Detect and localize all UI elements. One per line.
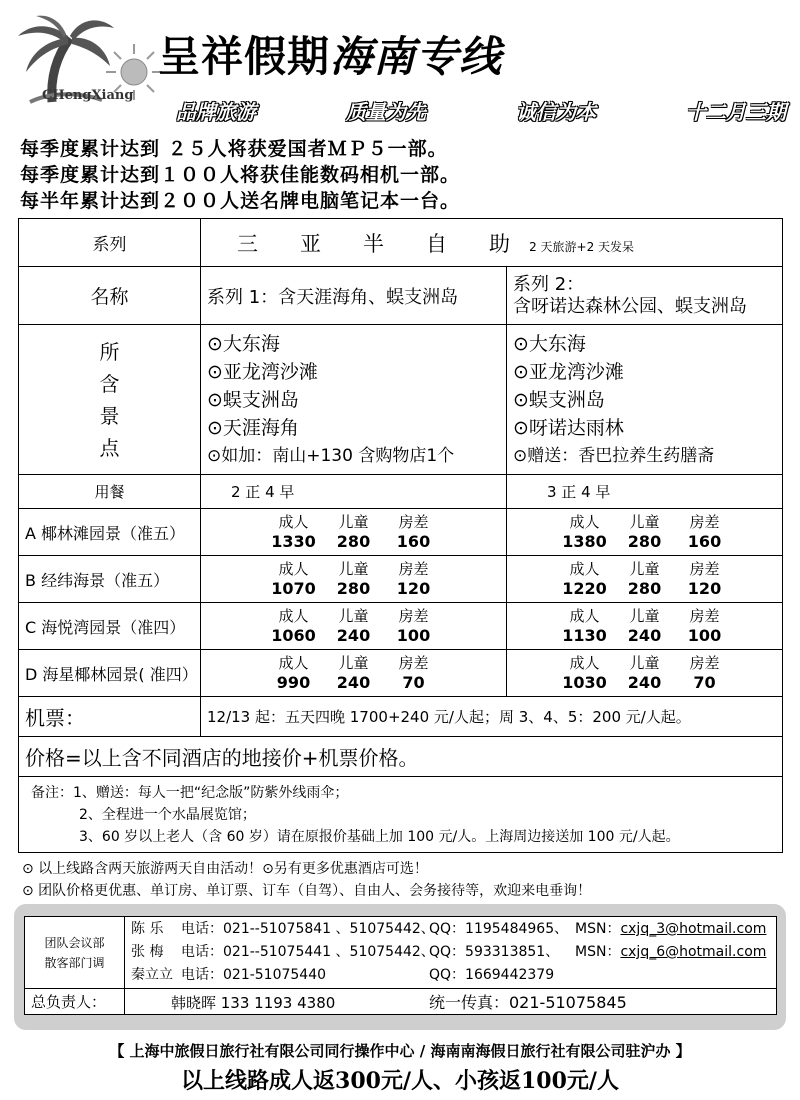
series-cell [201,219,783,267]
series-note: 2 天旅游+2 天发呆 [529,239,635,254]
table-row [19,219,783,267]
table-row [19,475,783,509]
route1-prices: 成人 儿童 房差 1070 280 120 [201,556,507,603]
contact-table [24,916,777,1015]
list-item: ⊙亚龙湾沙滩 [513,360,624,383]
title-brand: 呈祥假期 [158,32,331,81]
room-diff: 120 [687,579,722,598]
slogan-2: 质量为先 [346,100,426,124]
list-item: ⊙亚龙湾沙滩 [207,360,318,383]
route2-prices: 成人 儿童 房差 1380 280 160 [507,509,783,556]
list-item: ⊙蜈支洲岛 [207,388,299,411]
route2-name-line2: 含呀诺达森林公园、蜈支洲岛 [513,295,747,317]
table-row [25,917,777,989]
hotel-name: B 经纬海景（准五） [19,556,201,603]
room-diff: 120 [396,579,431,598]
name-label: 名称 [19,267,201,325]
page-title [158,24,502,84]
route2-name [507,267,783,325]
promo-line: 每半年累计达到２００人送名牌电脑笔记本一台。 [20,190,461,212]
contact-row [131,918,770,941]
table-row [19,697,783,737]
remark-item: 3、60 岁以上老人（含 60 岁）请在原报价基础上加 100 元/人。上海周边接送加 100 元/人起。 [79,828,680,845]
route1-prices: 成人 儿童 房差 1330 280 160 [201,509,507,556]
manager-name: 韩晓晖 133 1193 4380 [171,994,336,1012]
itinerary-table [18,218,783,853]
remark-item: 2、全程进一个水晶展览馆； [79,806,256,823]
ticket-text: 12/13 起：五天四晚 1700+240 元/人起；周 3、4、5：200 元/人起。 [201,697,783,737]
room-diff: 100 [396,626,431,645]
series-title: 三 亚 半 自 助 [237,231,510,256]
route2-name-line1: 系列 2： [513,273,585,295]
contact-qq: QQ：593313851、 [429,944,560,960]
route2-prices: 成人 儿童 房差 1030 240 70 [507,650,783,697]
msn-label: MSN： [575,921,621,937]
table-row [19,267,783,325]
child-price: 240 [336,626,371,645]
contact-list [125,917,777,989]
adult-price: 1130 [562,626,607,645]
route2-meal: 3 正 4 早 [507,475,783,509]
slogan-4: 十二月三期 [686,100,786,124]
adult-price: 990 [276,673,311,692]
child-price: 240 [627,673,662,692]
table-row [25,989,777,1015]
notes [22,858,591,902]
route2-prices: 成人 儿童 房差 1220 280 120 [507,556,783,603]
ticket-label: 机票： [19,697,201,737]
child-price: 240 [627,626,662,645]
adult-price: 1380 [562,532,607,551]
contact-row [131,964,770,987]
rebate-line: 以上线路成人返300元/人、小孩返100元/人 [181,1068,619,1094]
route1-prices: 成人 儿童 房差 1060 240 100 [201,603,507,650]
promo-line: 每季度累计达到１００人将获佳能数码相机一部。 [20,164,461,186]
list-item: ⊙大东海 [207,332,280,355]
manager-label: 总负责人： [25,989,125,1015]
note-line: ⊙ 以上线路含两天旅游两天自由活动！⊙另有更多优惠酒店可选！ [22,861,428,877]
title-route: 海南专线 [330,32,503,81]
note-line: ⊙ 团队价格更优惠、单订房、单订票、订车（自驾）、自由人、会务接待等，欢迎来电垂询！ [22,883,592,899]
list-item: ⊙赠送：香巴拉养生药膳斋 [513,445,715,466]
room-diff: 70 [402,673,425,692]
route1-spots [201,325,507,475]
hotel-name: D 海星椰林园景( 准四） [19,650,201,697]
dept-label: 团队会议部 [44,935,105,950]
adult-price: 1330 [271,532,316,551]
route1-name: 系列 1：含天涯海角、蜈支洲岛 [201,267,507,325]
contact-name: 秦立立 [131,967,173,983]
contact-qq: QQ：1195484965、 [429,921,569,937]
contact-row [131,941,770,964]
table-row [19,325,783,475]
table-row [19,603,783,650]
room-diff: 160 [687,532,722,551]
contact-phone: 电话：021--51075841 、51075442、 [181,921,435,937]
route1-prices: 成人 儿童 房差 990 240 70 [201,650,507,697]
child-price: 280 [627,579,662,598]
contact-name: 张 梅 [131,944,164,960]
contact-msn[interactable]: cxjq_6@hotmail.com [620,944,767,960]
manager-row [125,989,777,1015]
slogan-bar [176,96,786,126]
table-row [19,737,783,777]
room-diff: 160 [396,532,431,551]
room-diff: 70 [693,673,716,692]
contact-phone: 电话：021--51075441 、51075442、 [181,944,435,960]
contact-name: 陈 乐 [131,921,164,937]
list-item: ⊙大东海 [513,332,586,355]
list-item: ⊙天涯海角 [207,416,299,439]
remark-item: 备注：1、赠送：每人一把“纪念版”防紫外线雨伞； [31,784,349,801]
adult-price: 1030 [562,673,607,692]
price-note: 价格=以上含不同酒店的地接价+机票价格。 [19,737,783,777]
spots-label: 所 含 景 点 [19,325,201,475]
table-row [19,556,783,603]
adult-price: 1060 [271,626,316,645]
logo-text: CHengXiang [42,88,134,103]
slogan-3: 诚信为本 [516,100,596,124]
logo [10,14,170,110]
table-row [19,650,783,697]
list-item: ⊙蜈支洲岛 [513,388,605,411]
hotel-name: C 海悦湾园景（准四） [19,603,201,650]
fax-number: 统一传真：021-51075845 [429,993,627,1012]
table-row [19,509,783,556]
slogan-1: 品牌旅游 [176,100,256,124]
route2-prices: 成人 儿童 房差 1130 240 100 [507,603,783,650]
adult-price: 1070 [271,579,316,598]
company-line: 【 上海中旅假日旅行社有限公司同行操作中心 / 海南南海假日旅行社有限公司驻沪办 】 [109,1042,691,1060]
child-price: 280 [627,532,662,551]
promo-line: 每季度累计达到 ２５人将获爱国者ＭＰ５一部。 [20,138,448,160]
department [25,917,125,989]
msn-label: MSN： [575,944,621,960]
dept-label: 散客部门调 [44,955,105,970]
series-label: 系列 [19,219,201,267]
contact-msn[interactable]: cxjq_3@hotmail.com [620,921,767,937]
adult-price: 1220 [562,579,607,598]
contact-qq: QQ：1669442379 [429,967,555,983]
route1-meal: 2 正 4 早 [201,475,507,509]
contact-phone: 电话：021-51075440 [181,967,327,983]
child-price: 280 [336,579,371,598]
remarks [19,777,783,853]
hotel-name: A 椰林滩园景（准五） [19,509,201,556]
child-price: 240 [336,673,371,692]
list-item: ⊙如加：南山+130 含购物店1个 [207,445,455,466]
room-diff: 100 [687,626,722,645]
list-item: ⊙呀诺达雨林 [513,416,624,439]
route2-spots [507,325,783,475]
child-price: 280 [336,532,371,551]
meal-label: 用餐 [19,475,201,509]
table-row [19,777,783,853]
